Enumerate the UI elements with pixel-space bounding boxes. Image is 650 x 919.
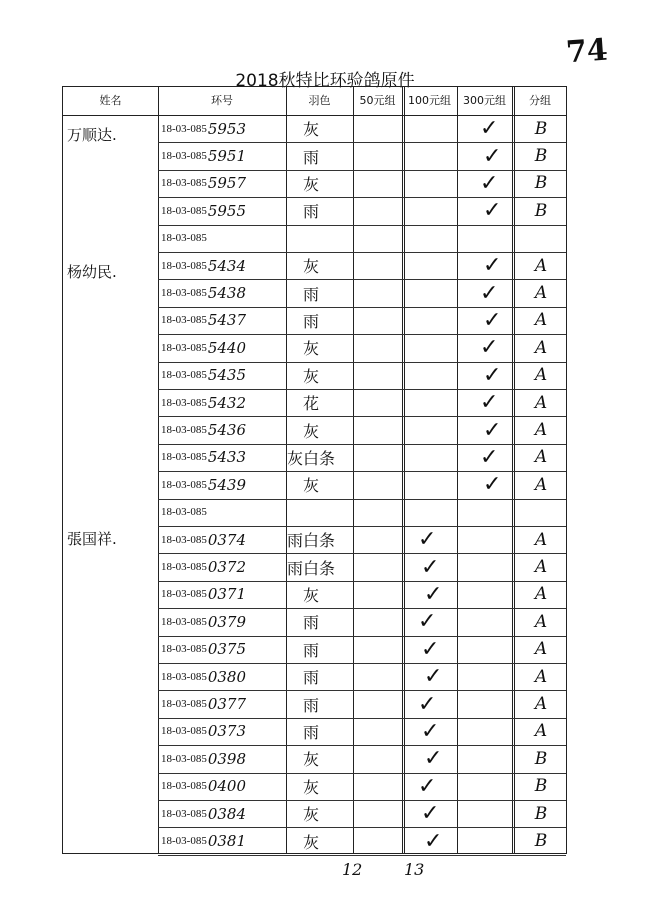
ring-suffix: 5439 — [207, 475, 247, 494]
ring-prefix: 18-03-085 — [161, 670, 207, 683]
table-row — [158, 773, 566, 801]
ring-suffix: 5955 — [207, 201, 247, 220]
check-50: ✓ — [421, 801, 440, 827]
check-100: ✓ — [480, 335, 499, 361]
ring-number — [161, 362, 246, 389]
ring-suffix: 5433 — [207, 448, 247, 467]
ring-number — [161, 334, 246, 361]
ring-number — [161, 718, 246, 745]
ring-number — [161, 553, 246, 580]
ring-number — [161, 690, 246, 717]
ring-number — [161, 416, 246, 443]
check-100: ✓ — [480, 444, 499, 470]
table-row — [158, 800, 566, 828]
check-100: ✓ — [480, 280, 499, 306]
table-row — [158, 636, 566, 664]
ring-suffix: 0372 — [207, 558, 247, 577]
ring-prefix: 18-03-085 — [161, 506, 207, 519]
ring-suffix: 0379 — [207, 612, 247, 631]
feather-color: 雨 — [302, 640, 319, 660]
table-row — [158, 608, 566, 636]
ring-suffix: 5434 — [207, 256, 247, 275]
ring-prefix: 18-03-085 — [161, 287, 207, 300]
check-50: ✓ — [418, 609, 437, 635]
table-row — [158, 252, 566, 280]
table-row — [158, 499, 566, 527]
check-100: ✓ — [480, 170, 499, 196]
feather-color: 雨 — [302, 147, 319, 167]
group-letter: A — [534, 255, 548, 276]
table-row — [158, 444, 566, 472]
feather-color: 灰白条 — [286, 448, 335, 468]
header-group-50: 50元组 — [359, 94, 396, 107]
ring-suffix: 0377 — [207, 695, 247, 714]
ring-suffix: 5953 — [207, 119, 247, 138]
table-row — [158, 416, 566, 444]
check-50: ✓ — [418, 527, 437, 553]
ring-suffix: 0371 — [207, 585, 247, 604]
entry-table — [62, 86, 567, 854]
group-letter: A — [534, 721, 548, 742]
ring-suffix: 5436 — [207, 421, 247, 440]
ring-number — [161, 389, 246, 416]
ring-number — [161, 636, 246, 663]
ring-suffix: 0398 — [207, 749, 247, 768]
page-number: 74 — [564, 32, 609, 71]
ring-prefix: 18-03-085 — [161, 122, 207, 135]
ring-suffix: 5438 — [207, 284, 247, 303]
ring-suffix: 5957 — [207, 174, 247, 193]
ring-prefix: 18-03-085 — [161, 643, 207, 656]
group-letter — [515, 499, 567, 526]
table-row — [158, 170, 566, 198]
group-letter: A — [534, 283, 548, 304]
ring-number — [161, 197, 246, 224]
group-letter: B — [534, 831, 548, 852]
feather-color: 灰 — [302, 366, 319, 386]
feather-color: 灰 — [302, 421, 319, 441]
ring-number — [161, 608, 246, 635]
group-letter: B — [534, 118, 548, 139]
ring-prefix: 18-03-085 — [161, 396, 207, 409]
table-row — [158, 307, 566, 335]
header-ring: 环号 — [211, 94, 233, 107]
ring-prefix: 18-03-085 — [161, 561, 207, 574]
feather-color: 灰 — [302, 750, 319, 770]
feather-color — [286, 499, 336, 526]
check-100: ✓ — [483, 307, 502, 333]
check-50: ✓ — [418, 691, 437, 717]
check-100: ✓ — [480, 116, 499, 142]
ring-prefix: 18-03-085 — [161, 615, 207, 628]
ring-suffix: 5437 — [207, 311, 247, 330]
ring-number — [161, 115, 246, 142]
ring-number — [161, 745, 246, 772]
feather-color: 雨 — [302, 695, 319, 715]
total-100: 13 — [404, 860, 425, 879]
table-row — [158, 581, 566, 609]
feather-color: 灰 — [302, 805, 319, 825]
ring-prefix: 18-03-085 — [161, 259, 207, 272]
group-letter: A — [534, 420, 548, 441]
ring-number — [161, 444, 246, 471]
table-row — [158, 115, 566, 143]
ring-prefix: 18-03-085 — [161, 232, 207, 245]
ring-number — [161, 499, 208, 526]
check-50: ✓ — [424, 581, 443, 607]
check-50: ✓ — [421, 636, 440, 662]
table-row — [158, 827, 566, 855]
table-row — [158, 690, 566, 718]
table-row — [158, 279, 566, 307]
ring-number — [161, 471, 246, 498]
group-letter: A — [534, 666, 548, 687]
group-letter: A — [534, 310, 548, 331]
group-letter: B — [534, 803, 548, 824]
check-50: ✓ — [424, 746, 443, 772]
feather-color: 灰 — [302, 257, 319, 277]
ring-number — [161, 142, 246, 169]
ring-suffix: 5951 — [207, 147, 247, 166]
group-letter: A — [534, 611, 548, 632]
ring-suffix: 5432 — [207, 393, 247, 412]
ring-number — [161, 170, 246, 197]
table-row — [158, 334, 566, 362]
ring-suffix: 0373 — [207, 722, 247, 741]
check-100: ✓ — [483, 198, 502, 224]
table-row — [158, 663, 566, 691]
feather-color: 灰 — [302, 476, 319, 496]
owner-name: 万顺达. — [67, 126, 117, 144]
ring-suffix: 0374 — [207, 530, 247, 549]
group-letter: A — [534, 557, 548, 578]
table-row — [158, 225, 566, 253]
check-100: ✓ — [483, 362, 502, 388]
feather-color: 雨 — [302, 668, 319, 688]
header-group: 分组 — [529, 94, 551, 107]
header-name: 姓名 — [99, 94, 122, 107]
table-row — [158, 718, 566, 746]
ring-prefix: 18-03-085 — [161, 835, 207, 848]
table-row — [158, 389, 566, 417]
table-row — [158, 745, 566, 773]
ring-number — [161, 279, 246, 306]
ring-number — [161, 663, 246, 690]
owner-name: 杨幼民. — [67, 263, 117, 281]
group-letter: A — [534, 447, 548, 468]
page-title: 2018秋特比环验鸽原件 — [235, 71, 415, 91]
ring-prefix: 18-03-085 — [161, 150, 207, 163]
total-50: 12 — [342, 860, 363, 879]
ring-prefix: 18-03-085 — [161, 588, 207, 601]
group-letter: A — [534, 529, 548, 550]
feather-color: 雨 — [302, 284, 319, 304]
feather-color: 雨白条 — [286, 531, 335, 551]
group-letter: B — [534, 146, 548, 167]
ring-prefix: 18-03-085 — [161, 314, 207, 327]
ring-suffix: 0375 — [207, 640, 247, 659]
group-letter: A — [534, 392, 548, 413]
ring-prefix: 18-03-085 — [161, 451, 207, 464]
check-50: ✓ — [421, 718, 440, 744]
group-letter: A — [534, 365, 548, 386]
group-letter: A — [534, 474, 548, 495]
check-100: ✓ — [480, 390, 499, 416]
table-row — [158, 471, 566, 499]
feather-color: 雨白条 — [286, 558, 335, 578]
feather-color: 雨 — [302, 613, 319, 633]
check-50: ✓ — [424, 664, 443, 690]
feather-color: 花 — [302, 394, 319, 414]
feather-color: 灰 — [302, 777, 319, 797]
ring-prefix: 18-03-085 — [161, 752, 207, 765]
feather-color: 雨 — [302, 722, 319, 742]
ring-number — [161, 800, 246, 827]
group-letter: A — [534, 337, 548, 358]
ring-suffix: 5435 — [207, 366, 247, 385]
table-header — [63, 87, 566, 116]
ring-prefix: 18-03-085 — [161, 177, 207, 190]
ring-number — [161, 225, 208, 252]
header-group-100: 100元组 — [408, 94, 451, 107]
header-color: 羽色 — [308, 94, 331, 107]
ring-prefix: 18-03-085 — [161, 478, 207, 491]
group-letter — [515, 225, 567, 252]
ring-prefix: 18-03-085 — [161, 369, 207, 382]
check-50: ✓ — [421, 554, 440, 580]
check-100: ✓ — [483, 143, 502, 169]
ring-prefix: 18-03-085 — [161, 533, 207, 546]
group-letter: B — [534, 200, 548, 221]
ring-suffix: 0380 — [207, 667, 247, 686]
ring-prefix: 18-03-085 — [161, 698, 207, 711]
feather-color: 雨 — [302, 311, 319, 331]
ring-suffix: 5440 — [207, 338, 247, 357]
ring-suffix: 0384 — [207, 804, 247, 823]
group-letter: A — [534, 584, 548, 605]
ring-suffix: 0381 — [207, 832, 247, 851]
ring-number — [161, 252, 246, 279]
ring-prefix: 18-03-085 — [161, 807, 207, 820]
feather-color: 灰 — [302, 585, 319, 605]
ring-number — [161, 827, 246, 854]
table-row — [158, 526, 566, 554]
ring-prefix: 18-03-085 — [161, 341, 207, 354]
feather-color: 灰 — [302, 339, 319, 359]
check-50: ✓ — [424, 828, 443, 854]
ring-number — [161, 773, 246, 800]
check-50: ✓ — [418, 773, 437, 799]
table-row — [158, 362, 566, 390]
ring-prefix: 18-03-085 — [161, 204, 207, 217]
check-100: ✓ — [483, 472, 502, 498]
ring-number — [161, 526, 246, 553]
table-row — [158, 142, 566, 170]
table-row — [158, 553, 566, 581]
feather-color: 灰 — [302, 174, 319, 194]
header-group-300: 300元组 — [463, 94, 506, 107]
group-letter: A — [534, 694, 548, 715]
ring-prefix: 18-03-085 — [161, 780, 207, 793]
ring-prefix: 18-03-085 — [161, 424, 207, 437]
feather-color: 雨 — [302, 202, 319, 222]
check-100: ✓ — [483, 253, 502, 279]
ring-suffix: 0400 — [207, 777, 247, 796]
group-letter: B — [534, 173, 548, 194]
ring-number — [161, 581, 246, 608]
table-row — [158, 197, 566, 225]
feather-color: 灰 — [302, 832, 319, 852]
check-100: ✓ — [483, 417, 502, 443]
group-letter: B — [534, 748, 548, 769]
group-letter: B — [534, 776, 548, 797]
feather-color — [286, 225, 336, 252]
ring-prefix: 18-03-085 — [161, 725, 207, 738]
owner-name: 張国祥. — [67, 530, 117, 548]
ring-number — [161, 307, 246, 334]
group-letter: A — [534, 639, 548, 660]
feather-color: 灰 — [302, 120, 319, 140]
